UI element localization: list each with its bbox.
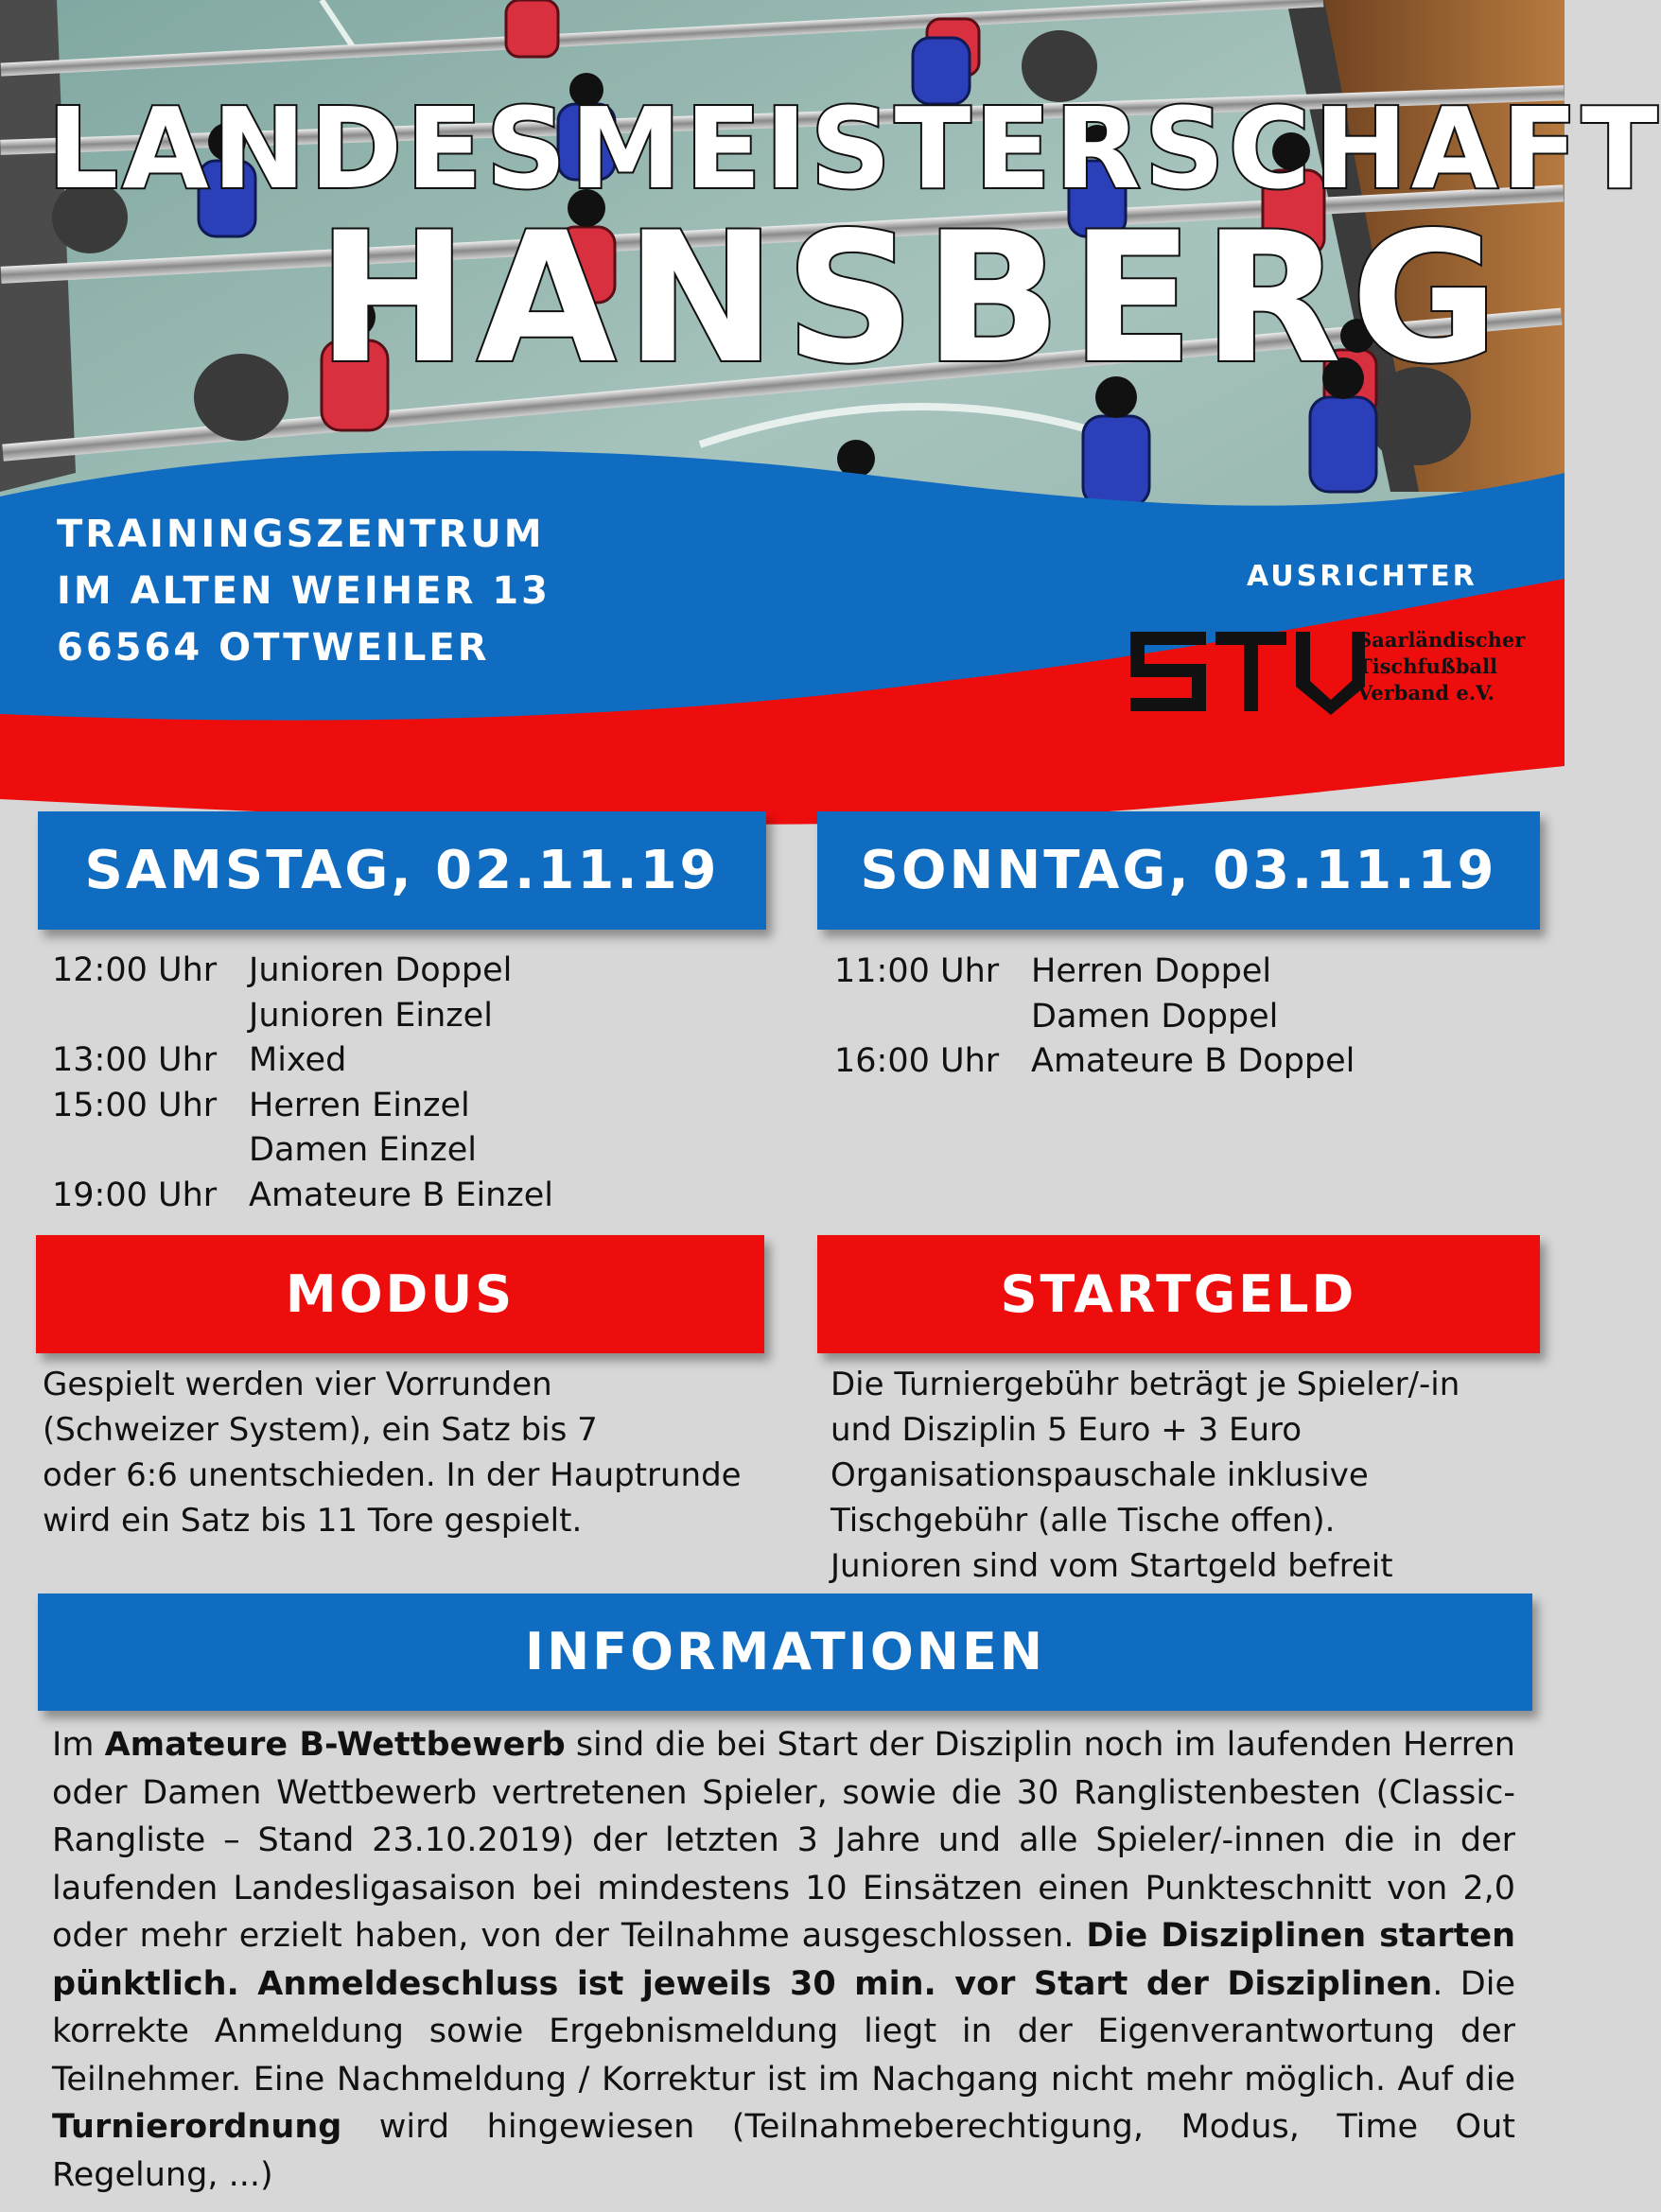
info-bold-segment: Die Disziplinen starten pünktlich. Anmeldeschluss ist jeweils 30 min. vor Start der Disziplinen [52, 1917, 1515, 2003]
modus-text [43, 1362, 780, 1543]
startgeld-line: Die Turniergebühr beträgt je Spieler/-in [830, 1366, 1460, 1403]
address-line-2: IM ALTEN WEIHER 13 [57, 569, 551, 613]
schedule-event: Herren Einzel [249, 1086, 470, 1124]
title-line-2: HANSBERG [317, 194, 1508, 403]
startgeld-line: Junioren sind vom Startgeld befreit [830, 1547, 1393, 1585]
logo-name-line-3: Verband e.V. [1357, 681, 1495, 705]
info-bold-segment: Amateure B-Wettbewerb [104, 1726, 566, 1764]
logo-name-line-1: Saarländischer [1357, 628, 1526, 652]
informationen-text [52, 1721, 1515, 2199]
startgeld-line: Tischgebühr (alle Tische offen). [830, 1502, 1336, 1540]
schedule-row [834, 995, 1355, 1040]
schedule-event: Damen Doppel [1031, 997, 1279, 1036]
info-segment: Im [52, 1726, 105, 1764]
sunday-heading: SONNTAG, 03.11.19 [817, 811, 1540, 930]
schedule-row [834, 1039, 1355, 1085]
info-bold-segment: Turnierordnung [52, 2108, 342, 2146]
schedule-time [834, 995, 1031, 1040]
saturday-schedule [52, 949, 553, 1218]
info-segment: . Die korrekte Anmeldung sowie Ergebnismeldung liegt in der Eigenverantwortung der Teilnehmer. Eine Nachmeldung / Korrektur ist im Nachgang nicht mehr möglich. Auf die [52, 1964, 1516, 2099]
organizer-label: AUSRICHTER [1247, 560, 1477, 593]
schedule-event: Mixed [249, 1041, 347, 1079]
schedule-time: 15:00 Uhr [52, 1086, 218, 1124]
schedule-row [52, 1038, 553, 1084]
schedule-row [52, 949, 553, 994]
address-line-1: TRAININGSZENTRUM [57, 513, 545, 556]
saturday-heading: SAMSTAG, 02.11.19 [38, 811, 766, 930]
schedule-row [52, 994, 553, 1039]
modus-heading: MODUS [36, 1235, 764, 1353]
info-segment: sind die bei Start der Disziplin noch im laufenden Herren oder Damen Wettbewerb vertretenen Spieler, sowie die 30 Ranglistenbesten (Classic-Rangliste – Stand 23.10.2019) der letzten 3 Jahre und alle Spieler/-innen die in der laufenden Landesligasaison bei mindestens 10 Einsätzen einen Punkteschnitt von 2,0 oder mehr erzielt haben, von der Teilnahme ausgeschlossen. [52, 1726, 1515, 1955]
schedule-event: Herren Doppel [1031, 952, 1272, 990]
schedule-row [834, 949, 1355, 995]
schedule-row [52, 1084, 553, 1129]
modus-line: (Schweizer System), ein Satz bis 7 [43, 1411, 598, 1449]
schedule-event: Amateure B Einzel [249, 1176, 553, 1214]
modus-line: oder 6:6 unentschieden. In der Hauptrunde [43, 1456, 742, 1494]
schedule-event: Damen Einzel [249, 1131, 477, 1169]
stv-logo [1121, 624, 1367, 719]
logo-name-line-2: Tischfußball [1357, 654, 1497, 678]
schedule-time: 13:00 Uhr [52, 1041, 218, 1079]
schedule-event: Junioren Doppel [249, 951, 513, 989]
schedule-time [52, 1128, 249, 1174]
address-line-3: 66564 OTTWEILER [57, 626, 490, 670]
startgeld-text [830, 1362, 1549, 1589]
startgeld-line: Organisationspauschale inklusive [830, 1456, 1369, 1494]
schedule-time: 16:00 Uhr [834, 1042, 1000, 1080]
schedule-time: 12:00 Uhr [52, 951, 218, 989]
startgeld-line: und Disziplin 5 Euro + 3 Euro [830, 1411, 1303, 1449]
info-segment: wird hingewiesen (Teilnahmeberechtigung, Modus, Time Out Regelung, ...) [52, 2108, 1515, 2194]
schedule-row [52, 1174, 553, 1219]
modus-line: wird ein Satz bis 11 Tore gespielt. [43, 1502, 583, 1540]
schedule-row [52, 1128, 553, 1174]
sunday-schedule [834, 949, 1355, 1085]
modus-line: Gespielt werden vier Vorrunden [43, 1366, 552, 1403]
startgeld-heading: STARTGELD [817, 1235, 1540, 1353]
informationen-heading: INFORMATIONEN [38, 1594, 1532, 1711]
schedule-time [52, 994, 249, 1039]
schedule-event: Amateure B Doppel [1031, 1042, 1355, 1080]
schedule-time: 19:00 Uhr [52, 1176, 218, 1214]
schedule-time: 11:00 Uhr [834, 952, 1000, 990]
schedule-event: Junioren Einzel [249, 996, 493, 1035]
title-line-1: LANDESMEISTERSCHAFT [47, 83, 1661, 214]
